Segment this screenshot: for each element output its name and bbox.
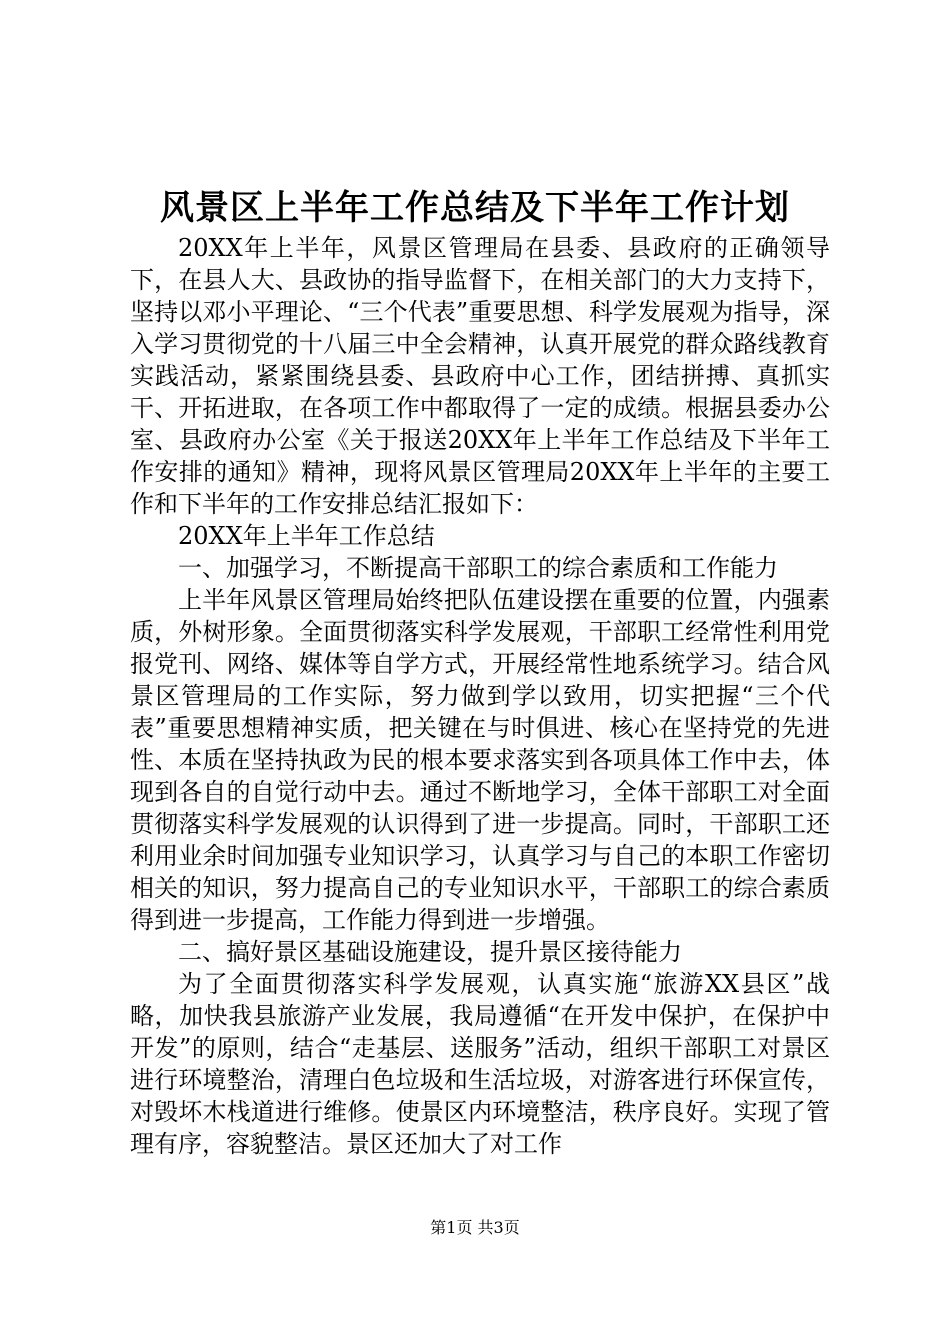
section-heading-summary: 20XX年上半年工作总结 [178, 522, 435, 550]
section-2-paragraph: 为了全面贯彻落实科学发展观，认真实施“旅游XX县区”战略，加快我县旅游产业发展，我局遵循“在开发中保护，在保护中开发”的原则，结合“走基层、送服务”活动，组织干部职工对景区进行环境整治，清理白色垃圾和生活垃圾，对游客进行环保宣传，对毁坏木栈道进行维修。使景区内环境整洁，秩序良好。实现了管理有序，容貌整洁。景区还加大了对工作 [130, 970, 830, 1158]
section-heading-1: 一、加强学习，不断提高干部职工的综合素质和工作能力 [178, 554, 778, 582]
page-number-footer: 第1页 共3页 [430, 1218, 520, 1237]
intro-paragraph: 20XX年上半年，风景区管理局在县委、县政府的正确领导下，在县人大、县政协的指导监督下，在相关部门的大力支持下，坚持以邓小平理论、“三个代表”重要思想、科学发展观为指导，深入学习贯彻党的十八届三中全会精神，认真开展党的群众路线教育实践活动，紧紧围绕县委、县政府中心工作，团结拼搏、真抓实干、开拓进取，在各项工作中都取得了一定的成绩。根据县委办公室、县政府办公室《关于报送20XX年上半年工作总结及下半年工作安排的通知》精神，现将风景区管理局20XX年上半年的主要工作和下半年的工作安排总结汇报如下： [130, 234, 830, 518]
section-heading-2: 二、搞好景区基础设施建设，提升景区接待能力 [178, 938, 682, 966]
document-title: 风景区上半年工作总结及下半年工作计划 [160, 188, 790, 228]
section-1-paragraph: 上半年风景区管理局始终把队伍建设摆在重要的位置，内强素质，外树形象。全面贯彻落实科学发展观，干部职工经常性利用党报党刊、网络、媒体等自学方式，开展经常性地系统学习。结合风景区管理局的工作实际，努力做到学以致用，切实把握“三个代表”重要思想精神实质，把关键在与时俱进、核心在坚持党的先进性、本质在坚持执政为民的根本要求落实到各项具体工作中去，体现到各自的自觉行动中去。通过不断地学习，全体干部职工对全面贯彻落实科学发展观的认识得到了进一步提高。同时，干部职工还利用业余时间加强专业知识学习，认真学习与自己的本职工作密切相关的知识，努力提高自己的专业知识水平，干部职工的综合素质得到进一步提高，工作能力得到进一步增强。 [130, 586, 830, 934]
document-body [130, 232, 830, 1160]
